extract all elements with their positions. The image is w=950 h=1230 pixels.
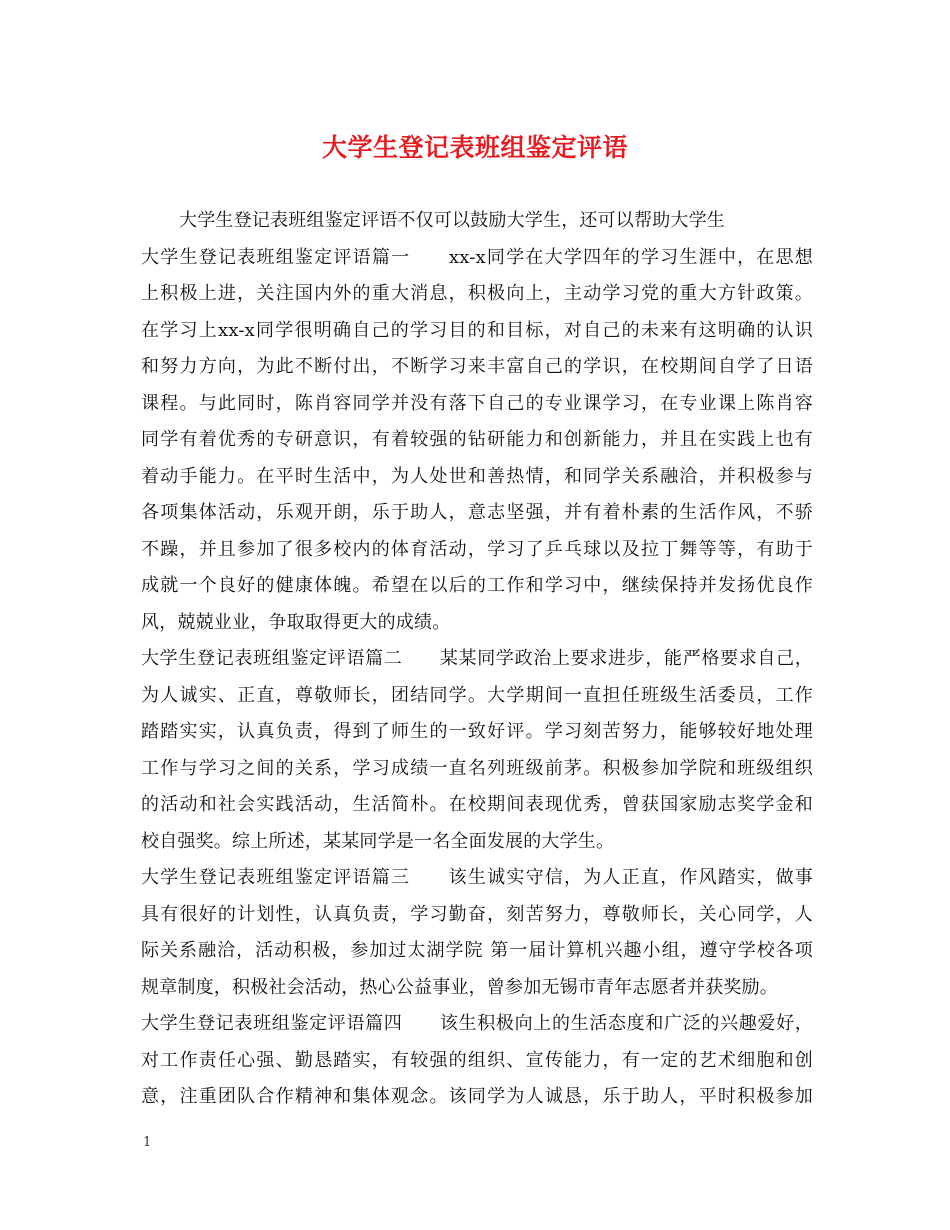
body-line: 意，注重团队合作精神和集体观念。该同学为人诚恳，乐于助人，平时积极参加 (141, 1086, 813, 1107)
body-line: 不躁，并且参加了很多校内的体育活动，学习了乒乓球以及拉丁舞等等，有助于 (141, 538, 813, 560)
body-line: 的活动和社会实践活动，生活简朴。在校期间表现优秀，曾获国家励志奖学金和 (141, 794, 813, 815)
body-line: 上积极上进，关注国内外的重大消息，积极向上，主动学习党的重大方针政策。 (141, 283, 813, 304)
body-line: 大学生登记表班组鉴定评语篇四 该生积极向上的生活态度和广泛的兴趣爱好， (141, 1013, 813, 1034)
body-line: 踏踏实实，认真负责，得到了师生的一致好评。学习刻苦努力，能够较好地处理 (141, 721, 813, 742)
body-line: 大学生登记表班组鉴定评语篇三 该生诚实守信，为人正直，作风踏实，做事 (141, 867, 813, 888)
body-line: 大学生登记表班组鉴定评语篇一 xx-x同学在大学四年的学习生涯中，在思想 (141, 246, 813, 268)
body-line: 际关系融洽，活动积极，参加过太湖学院 第一届计算机兴趣小组，遵守学校各项 (141, 940, 813, 961)
document-title: 大学生登记表班组鉴定评语 (321, 133, 628, 162)
body-line: 各项集体活动，乐观开朗，乐于助人，意志坚强，并有着朴素的生活作风，不骄 (141, 502, 813, 523)
body-line: 大学生登记表班组鉴定评语篇二 某某同学政治上要求进步，能严格要求自己， (141, 648, 813, 669)
body-line: 规章制度，积极社会活动，热心公益事业，曾参加无锡市青年志愿者并获奖励。 (141, 976, 778, 998)
page-number: 1 (143, 1135, 152, 1150)
body-line: 对工作责任心强、勤恳踏实，有较强的组织、宣传能力，有一定的艺术细胞和创 (141, 1049, 813, 1071)
document-body (141, 203, 813, 1116)
body-line: 课程。与此同时，陈肖容同学并没有落下自己的专业课学习，在专业课上陈肖容 (141, 392, 813, 414)
body-line: 着动手能力。在平时生活中，为人处世和善热情，和同学关系融洽，并积极参与 (141, 465, 813, 487)
body-line: 为人诚实、正直，尊敬师长，团结同学。大学期间一直担任班级生活委员，工作 (141, 684, 813, 706)
body-line: 校自强奖。综上所述，某某同学是一名全面发展的大学生。 (141, 830, 615, 852)
body-line: 工作与学习之间的关系，学习成绩一直名列班级前茅。积极参加学院和班级组织 (141, 757, 813, 779)
body-line: 同学有着优秀的专研意识，有着较强的钻研能力和创新能力，并且在实践上也有 (141, 429, 813, 450)
body-line: 大学生登记表班组鉴定评语不仅可以鼓励大学生，还可以帮助大学生 (179, 210, 725, 231)
body-line: 在学习上xx-x同学很明确自己的学习目的和目标，对自己的未来有这明确的认识 (141, 319, 813, 341)
body-line: 成就一个良好的健康体魄。希望在以后的工作和学习中，继续保持并发扬优良作 (141, 575, 813, 596)
body-line: 和努力方向，为此不断付出，不断学习来丰富自己的学识，在校期间自学了日语 (141, 356, 813, 377)
body-line: 风，兢兢业业，争取取得更大的成绩。 (141, 611, 451, 633)
body-line: 具有很好的计划性，认真负责，学习勤奋，刻苦努力，尊敬师长，关心同学，人 (141, 903, 813, 925)
